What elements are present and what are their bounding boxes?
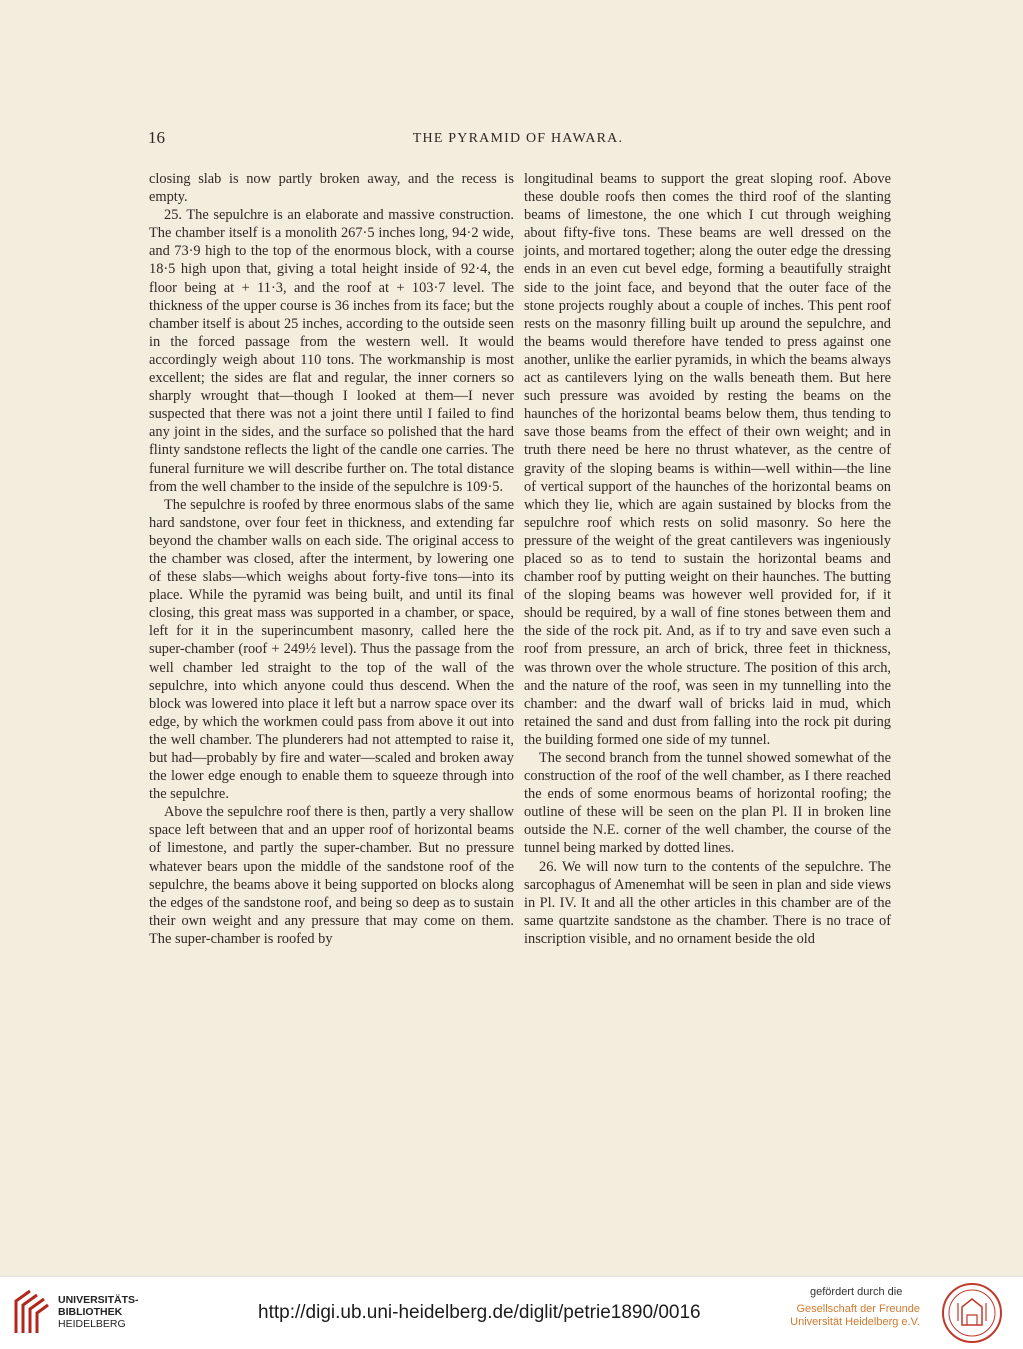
library-line-3: HEIDELBERG (58, 1318, 126, 1330)
society-name[interactable] (790, 1303, 920, 1329)
left-column (149, 170, 514, 948)
society-line-2: Universität Heidelberg e.V. (790, 1316, 920, 1328)
running-title: THE PYRAMID OF HAWARA. (412, 131, 624, 146)
permalink-url[interactable]: http://digi.ub.uni-heidelberg.de/diglit/petrie1890/0016 (258, 1302, 701, 1323)
right-column (524, 170, 891, 948)
page-number: 16 (148, 128, 165, 147)
library-line-2: BIBLIOTHEK (58, 1306, 123, 1318)
paragraph: 25. The sepulchre is an elaborate and massive construction. The chamber itself is a monolith 267·5 inches long, 94·2 wide, and 73·9 high to the top of the enormous block, with a course 18·5 high upon that, giving a total height inside of 92·4, the floor being at + 11·3, and the roof at + 103·7 level. The thickness of the upper course is 36 inches from its face; but the chamber itself is about 25 inches, according to the outside seen in the forced passage from the western well. It would accordingly weigh about 110 tons. The workmanship is most excellent; the sides are flat and regular, the inner corners so sharply wrought that—though I looked at them—I never suspected that there was not a joint there until I failed to find any joint in the sides, and the surface so polished that the hard flinty sandstone reflects the light of the candle one carries. The funeral furniture we will describe further on. The total distance from the well chamber to the inside of the sepulchre is 109·5. (149, 207, 514, 495)
library-line-1: UNIVERSITÄTS- (58, 1294, 139, 1306)
university-library-name (58, 1294, 139, 1330)
digitization-footer (0, 1276, 1023, 1349)
university-library-logo-icon[interactable] (10, 1287, 52, 1337)
paragraph: 26. We will now turn to the contents of the sepulchre. The sarcophagus of Amenemhat will be seen in plan and side views in Pl. IV. It and all the other articles in this chamber are of the same quartzite sandstone as the chamber. There is no trace of inscription visible, and no ornament beside the old (524, 858, 891, 947)
running-header (148, 128, 888, 148)
paragraph: The sepulchre is roofed by three enormous slabs of the same hard sandstone, over four feet in thickness, and extending far beyond the chamber walls on each side. The original access to the chamber was closed, after the interment, by lowering one of these slabs—which weighs about forty-five tons—into its place. While the pyramid was being built, and until its final closing, this great mass was supported in a chamber, or space, left for it in the superincumbent masonry, called here the super-chamber (roof + 249½ level). Thus the passage from the well chamber led straight to the top of the wall of the sepulchre, into which anyone could thus descend. When the block was lowered into place it left but a narrow space over its edge, by which the workmen could pass from above it out into the well chamber. The plunderers had not attempted to raise it, but had—probably by fire and water—scaled and broken away the lower edge enough to enable them to squeeze through into the sepulchre. (149, 496, 514, 803)
paragraph: longitudinal beams to support the great sloping roof. Above these double roofs then comes the third roof of the slanting beams of limestone, the one which I cut through weighing about fifty-five tons. These beams are well dressed on the joints, and mortared together; along the outer edge the dressing ends in an even cut bevel edge, forming a beautifully straight side to the joint face, and beyond that the outer face of the stone projects roughly about a couple of inches. This pent roof rests on the masonry filling built up around the sepulchre, and the beams would therefore have tended to press against one another, unlike the earlier pyramids, in which the beams always act as cantilevers lying on the walls beneath them. But here such pressure was avoided by resting the beams on the haunches of the horizontal beams below them, thus tending to save those beams from the effect of their own weight; and in truth there need be here no thrust whatever, as the centre of gravity of the sloping beams is within—well within—the line of vertical support of the haunches of the horizontal beams on which they lie, which are again sustained by blocks from the sepulchre roof which rests on solid masonry. So here the pressure of the weight of the great cantilevers was ingeniously placed so as to tend to sustain the horizontal beams and chamber roof by putting weight on their haunches. The butting of the sloping beams was however well provided for, if it should be required, by a wall of fine stones between them and the side of the rock pit. And, as if to try and save even such a roof from pressure, an arch of brick, three feet in thickness, was thrown over the whole structure. The position of this arch, and the nature of the roof, was seen in my tunnelling into the chamber: and the dwarf wall of bricks laid in mud, which retained the sand and dust from falling into the rock pit during the building formed one side of my tunnel. (524, 171, 891, 748)
funded-by-label: gefördert durch die (810, 1286, 903, 1298)
university-seal-icon (940, 1281, 1004, 1345)
paragraph: closing slab is now partly broken away, and the recess is empty. (149, 171, 514, 206)
paragraph: The second branch from the tunnel showed somewhat of the construction of the roof of the well chamber, as I there reached the ends of some enormous beams of horizontal roofing; the outline of these will be seen on the plan Pl. II in broken line outside the N.E. corner of the well chamber, the course of the tunnel being marked by dotted lines. (524, 750, 891, 857)
paragraph: Above the sepulchre roof there is then, partly a very shallow space left between that and an upper roof of horizontal beams of limestone, and partly the super-chamber. But no pressure whatever bears upon the middle of the sandstone roof of the sepulchre, the beams above it being supported on blocks along the edges of the sandstone roof, and being so deep as to sustain their own weight and any pressure that may come on them. The super-chamber is roofed by (149, 804, 514, 947)
society-line-1: Gesellschaft der Freunde (796, 1303, 920, 1315)
